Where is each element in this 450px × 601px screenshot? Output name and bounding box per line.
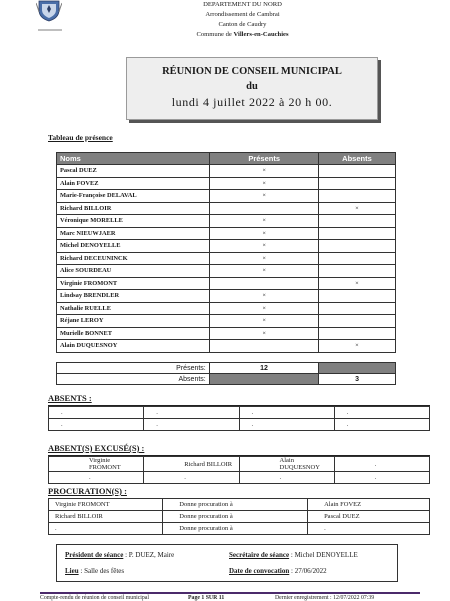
proxy-giver: . xyxy=(49,523,163,535)
excuses-cell: . xyxy=(334,472,429,484)
procurations-table xyxy=(48,498,430,535)
excuses-cell: Virginie FROMONT xyxy=(49,457,144,472)
excuses-row xyxy=(49,457,430,472)
document-header xyxy=(170,0,315,40)
member-name: Virginie FROMONT xyxy=(57,277,210,290)
excuses-row xyxy=(49,472,430,484)
meeting-title-du: du xyxy=(246,81,258,92)
header-commune-prefix: Commune de xyxy=(196,31,232,38)
present-mark: × xyxy=(210,227,318,240)
footer-last-saved: Dernier enregistrement : 12/07/2022 07:39 xyxy=(275,595,375,601)
present-mark: × xyxy=(210,240,318,253)
president-label: Président de séance xyxy=(65,551,124,559)
procuration-row xyxy=(49,523,430,535)
presents-absent-cell xyxy=(319,363,396,374)
meeting-title-box xyxy=(126,57,378,120)
absents-cell: . xyxy=(239,407,334,419)
present-mark: × xyxy=(210,315,318,328)
presents-count-label: Présents: xyxy=(57,363,210,374)
absents-label: ABSENTS : xyxy=(48,393,92,403)
absent-mark xyxy=(318,327,395,340)
absent-mark xyxy=(318,215,395,228)
member-name: Murielle BONNET xyxy=(57,327,210,340)
member-name: Lindsay BRENDLER xyxy=(57,290,210,303)
header-commune-name: Villers-en-Cauchies xyxy=(233,31,289,38)
absents-cell: . xyxy=(144,407,239,419)
proxy-phrase: Donne procuration à xyxy=(163,523,308,535)
present-mark xyxy=(210,340,318,353)
absent-mark xyxy=(318,177,395,190)
presence-row xyxy=(57,227,396,240)
excuses-label: ABSENT(S) EXCUSÉ(S) : xyxy=(48,443,145,453)
excuses-cell: Alain DUQUESNOY xyxy=(239,457,334,472)
member-name: Pascal DUEZ xyxy=(57,165,210,178)
member-name: Marie-Françoise DELAVAL xyxy=(57,190,210,203)
excuses-cell: . xyxy=(334,457,429,472)
presence-row xyxy=(57,327,396,340)
excuses-cell: . xyxy=(49,472,144,484)
secretaire-row xyxy=(229,551,358,559)
presence-row xyxy=(57,315,396,328)
presence-row xyxy=(57,165,396,178)
present-mark: × xyxy=(210,177,318,190)
absent-mark: × xyxy=(318,277,395,290)
absents-row xyxy=(49,419,430,431)
procuration-row xyxy=(49,511,430,523)
column-header-present: Présents xyxy=(210,153,318,165)
absents-present-cell xyxy=(209,374,318,385)
secretaire-label: Secrétaire de séance xyxy=(229,551,290,559)
absent-mark xyxy=(318,165,395,178)
proxy-receiver: Pascal DUEZ xyxy=(308,511,430,523)
absents-cell: . xyxy=(334,419,429,431)
member-name: Richard DECEUNINCK xyxy=(57,252,210,265)
proxy-giver: Virginie FROMONT xyxy=(49,499,163,511)
proxy-phrase: Donne procuration à xyxy=(163,499,308,511)
president-row xyxy=(65,551,174,559)
present-mark: × xyxy=(210,265,318,278)
absents-count-label: Absents: xyxy=(57,374,210,385)
absent-mark xyxy=(318,190,395,203)
member-name: Alice SOURDEAU xyxy=(57,265,210,278)
totals-absents-row xyxy=(57,374,396,385)
member-name: Alain FOVEZ xyxy=(57,177,210,190)
absent-mark xyxy=(318,227,395,240)
present-mark: × xyxy=(210,215,318,228)
convocation-label: Date de convocation xyxy=(229,567,290,575)
present-mark: × xyxy=(210,327,318,340)
lieu-label: Lieu xyxy=(65,567,79,575)
proxy-receiver: Alain FOVEZ xyxy=(308,499,430,511)
presence-row xyxy=(57,177,396,190)
presents-count: 12 xyxy=(209,363,318,374)
presence-row xyxy=(57,277,396,290)
member-name: Nathalie RUELLE xyxy=(57,302,210,315)
absents-row xyxy=(49,407,430,419)
absents-cell: . xyxy=(334,407,429,419)
lieu-value: : Salle des fêtes xyxy=(80,567,125,575)
absents-cell: . xyxy=(49,407,144,419)
presence-row xyxy=(57,290,396,303)
procurations-label: PROCURATION(S) : xyxy=(48,486,127,496)
absent-mark xyxy=(318,315,395,328)
absent-mark xyxy=(318,290,395,303)
absents-cell: . xyxy=(49,419,144,431)
absents-cell: . xyxy=(239,419,334,431)
presence-table-label: Tableau de présence xyxy=(48,133,113,142)
excuses-cell: . xyxy=(144,472,239,484)
procuration-row xyxy=(49,499,430,511)
present-mark: × xyxy=(210,165,318,178)
presence-row xyxy=(57,190,396,203)
meeting-date: lundi 4 juillet 2022 à 20 h 00. xyxy=(171,95,333,109)
presence-row xyxy=(57,215,396,228)
proxy-phrase: Donne procuration à xyxy=(163,511,308,523)
present-mark: × xyxy=(210,290,318,303)
presence-row xyxy=(57,252,396,265)
convocation-value: : 27/06/2022 xyxy=(291,567,327,575)
coat-of-arms-icon xyxy=(36,0,62,22)
column-header-absent: Absents xyxy=(318,153,395,165)
present-mark xyxy=(210,277,318,290)
presence-row xyxy=(57,265,396,278)
presence-header-row xyxy=(57,153,396,165)
excuses-cell: . xyxy=(239,472,334,484)
proxy-receiver: . xyxy=(308,523,430,535)
presence-row xyxy=(57,302,396,315)
absent-mark xyxy=(318,252,395,265)
presence-row xyxy=(57,340,396,353)
presence-totals xyxy=(56,362,396,385)
member-name: Richard BILLOIR xyxy=(57,202,210,215)
footer-page-number: Page 1 SUR 11 xyxy=(188,595,225,601)
present-mark: × xyxy=(210,190,318,203)
member-name: Marc NIEUWJAER xyxy=(57,227,210,240)
excuses-cell: Richard BILLOIR xyxy=(144,457,239,472)
header-department: DEPARTEMENT DU NORD xyxy=(203,1,282,8)
absent-mark: × xyxy=(318,340,395,353)
secretaire-value: : Michel DENOYELLE xyxy=(290,551,358,559)
present-mark: × xyxy=(210,302,318,315)
totals-presents-row xyxy=(57,363,396,374)
absent-mark xyxy=(318,265,395,278)
crest-caption xyxy=(38,29,62,31)
member-name: Alain DUQUESNOY xyxy=(57,340,210,353)
absents-cell: . xyxy=(144,419,239,431)
absent-mark xyxy=(318,302,395,315)
presence-row xyxy=(57,202,396,215)
presence-table xyxy=(56,152,396,353)
meeting-details-box xyxy=(56,544,398,582)
member-name: Véronique MORELLE xyxy=(57,215,210,228)
absents-count: 3 xyxy=(319,374,396,385)
absents-table xyxy=(48,406,430,431)
header-canton: Canton de Caudry xyxy=(218,21,267,28)
president-value: : P. DUEZ, Maire xyxy=(125,551,175,559)
present-mark xyxy=(210,202,318,215)
member-name: Michel DENOYELLE xyxy=(57,240,210,253)
excuses-table xyxy=(48,456,430,484)
page-footer-rule xyxy=(40,592,420,594)
convocation-row xyxy=(229,567,327,575)
presence-row xyxy=(57,240,396,253)
proxy-giver: Richard BILLOIR xyxy=(49,511,163,523)
meeting-title: RÉUNION DE CONSEIL MUNICIPAL xyxy=(162,66,342,77)
column-header-names: Noms xyxy=(57,153,210,165)
footer-doc-title: Compte-rendu de réunion de conseil municipal xyxy=(40,595,149,601)
header-arrondissement: Arrondissement de Cambrai xyxy=(205,11,280,18)
lieu-row xyxy=(65,567,124,575)
absent-mark: × xyxy=(318,202,395,215)
header-commune xyxy=(170,30,315,40)
absent-mark xyxy=(318,240,395,253)
member-name: Réjane LEROY xyxy=(57,315,210,328)
present-mark: × xyxy=(210,252,318,265)
